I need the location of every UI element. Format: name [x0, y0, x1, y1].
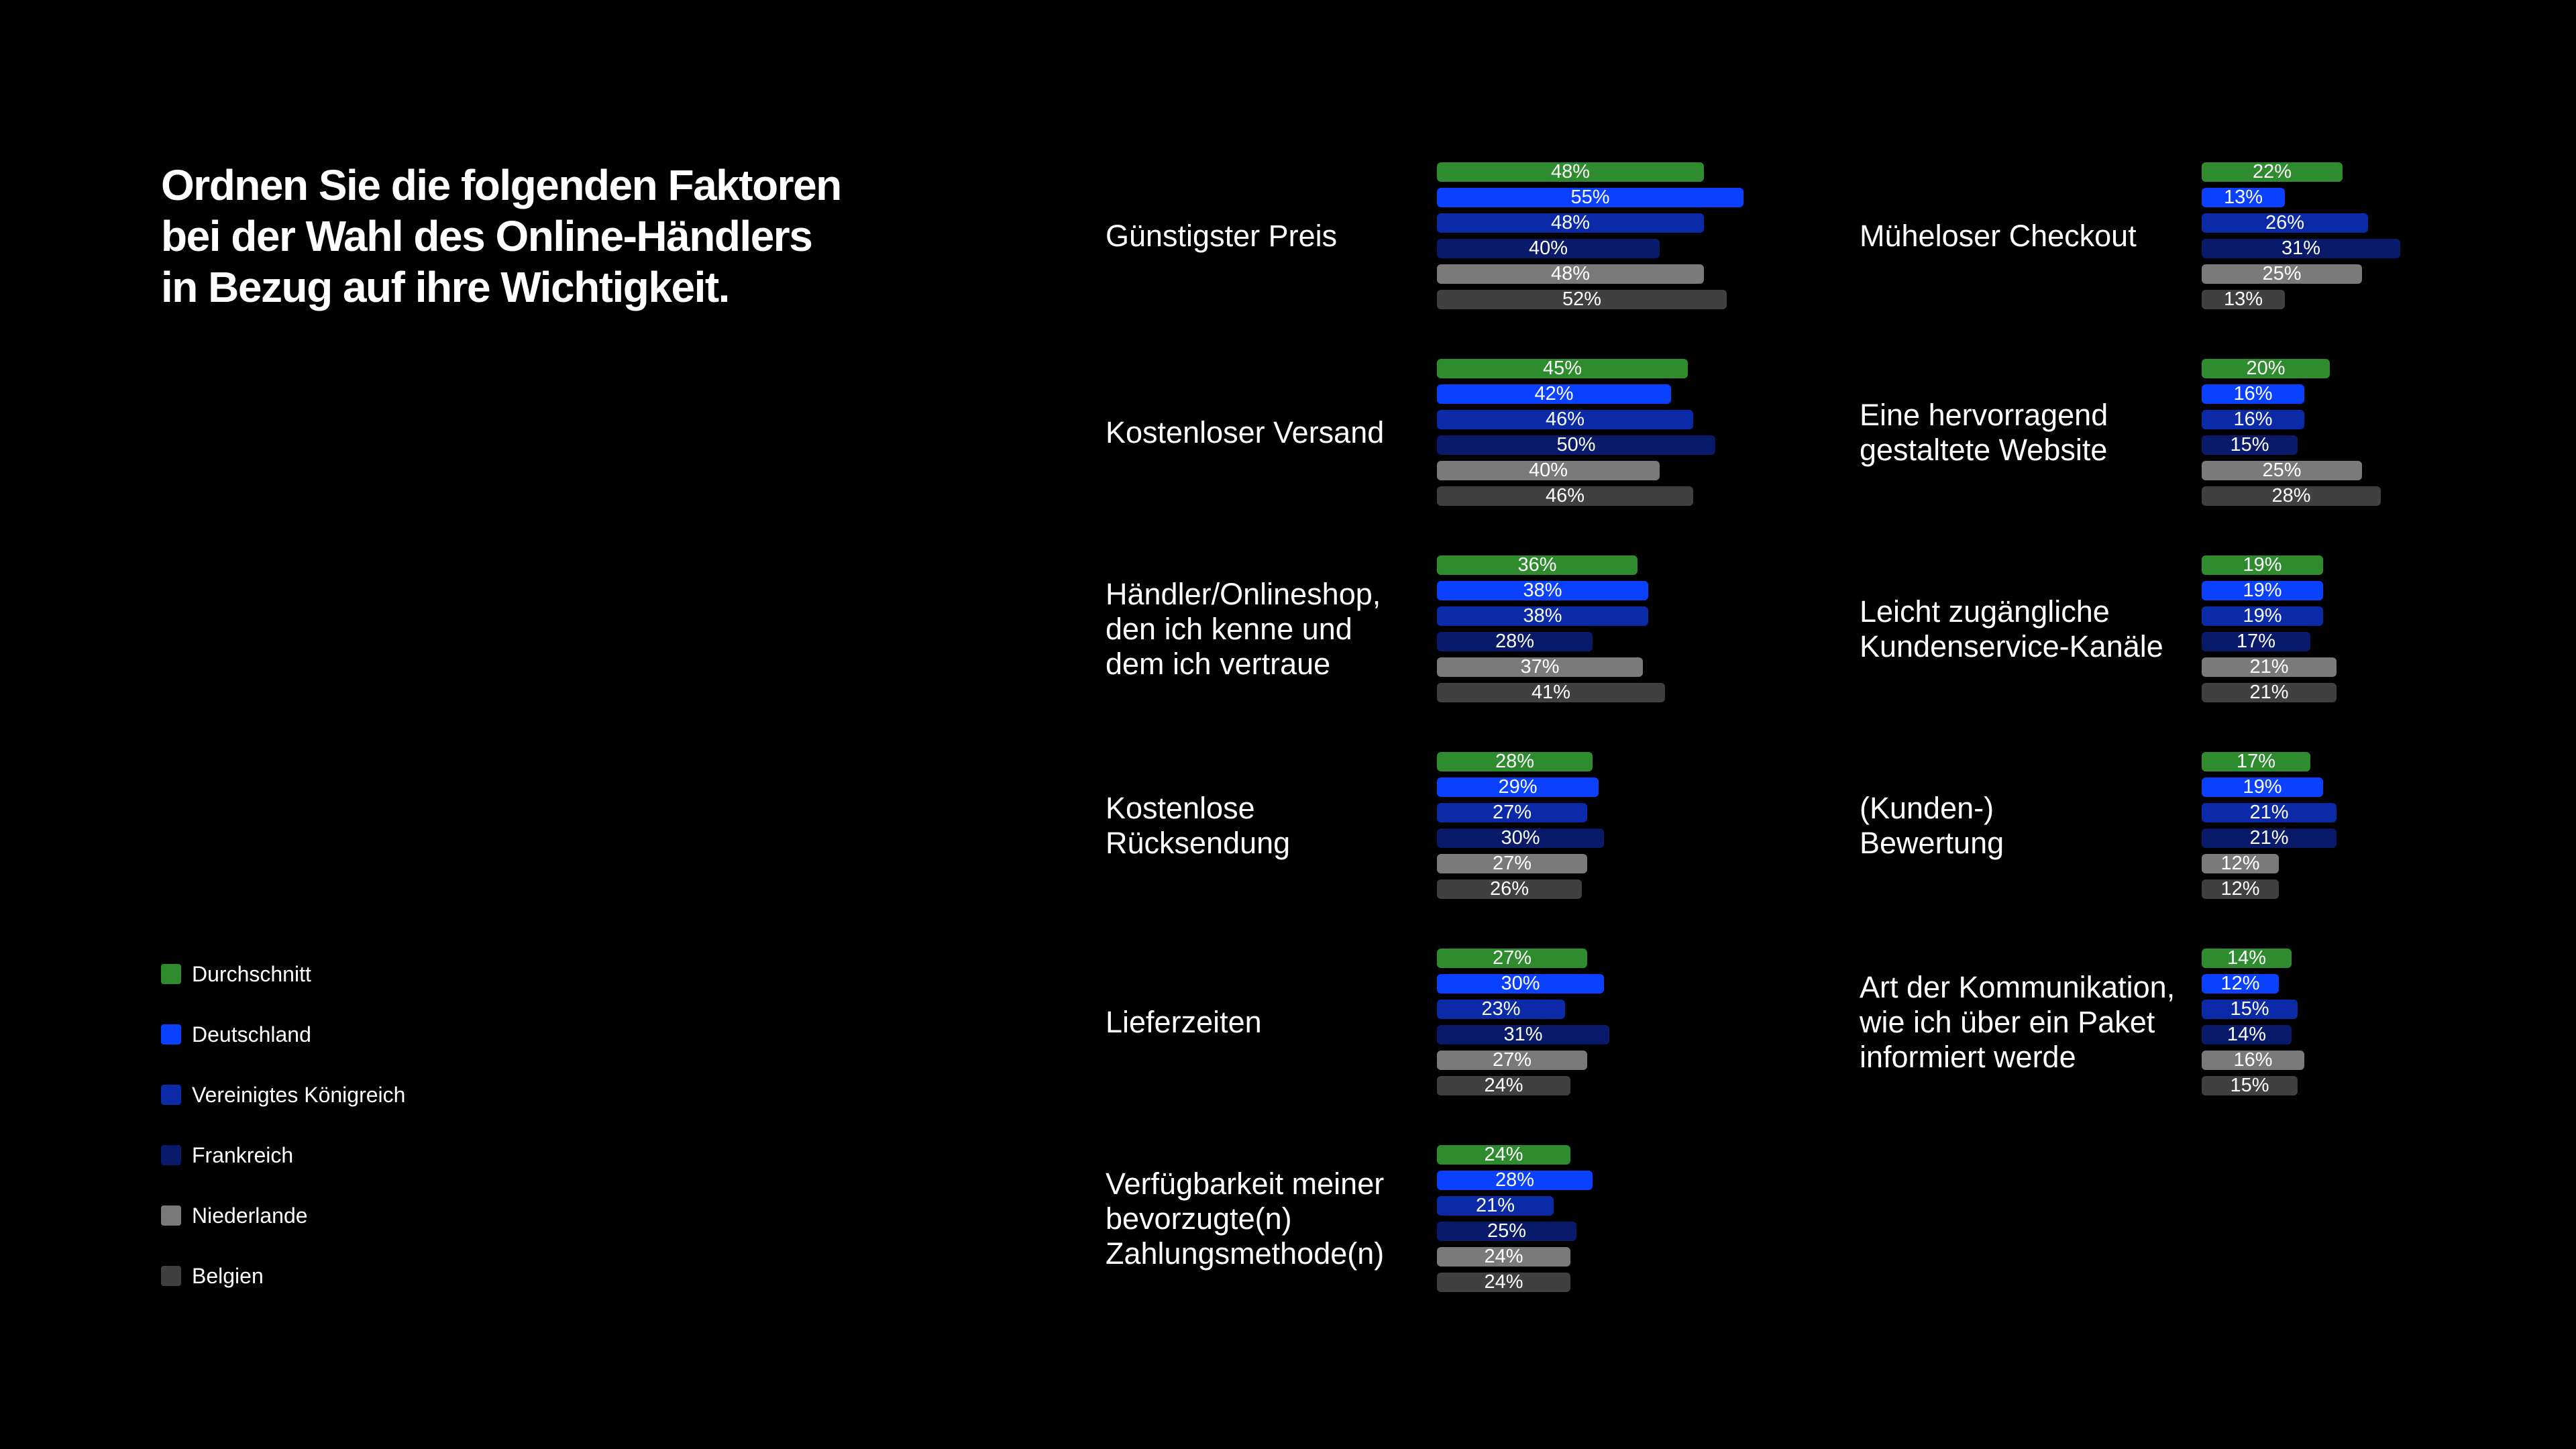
bar-value-label: 24%: [1484, 1271, 1523, 1293]
bar-value-label: 12%: [2220, 853, 2260, 874]
bar-value-label: 20%: [2246, 358, 2286, 379]
factor-label: Händler/Onlineshop, den ich kenne und dem ich vertraue: [1106, 576, 1381, 681]
bar-value-label: 26%: [1489, 878, 1529, 900]
bar-value-label: 23%: [1481, 998, 1521, 1020]
bar-value-label: 15%: [2230, 998, 2269, 1020]
bar-value-label: 27%: [1492, 853, 1532, 874]
legend-label: Belgien: [192, 1263, 264, 1288]
bar-value-label: 52%: [1562, 288, 1602, 310]
bar-value-label: 45%: [1542, 358, 1582, 379]
legend-item: [161, 1261, 264, 1291]
legend-swatch: [161, 964, 181, 984]
bar-value-label: 14%: [2226, 1024, 2267, 1045]
bar-value-label: 21%: [2249, 802, 2289, 823]
bar-value-label: 17%: [2236, 751, 2276, 772]
bar-value-label: 31%: [1503, 1024, 1543, 1045]
bar-value-label: 24%: [1484, 1246, 1523, 1267]
factor-label: Günstigster Preis: [1106, 218, 1338, 253]
factor-label: Müheloser Checkout: [1860, 218, 2137, 253]
bar-value-label: 30%: [1501, 827, 1540, 849]
bar-value-label: 29%: [1498, 776, 1538, 798]
bar-value-label: 40%: [1528, 237, 1568, 259]
legend-item: [161, 1080, 405, 1110]
bar-value-label: 17%: [2236, 631, 2276, 652]
bar-value-label: 36%: [1517, 554, 1557, 576]
bar-value-label: 21%: [2249, 827, 2289, 849]
legend-label: Deutschland: [192, 1022, 311, 1046]
legend-item: [161, 959, 311, 989]
legend-label: Niederlande: [192, 1203, 308, 1228]
bar-value-label: 24%: [1484, 1075, 1523, 1096]
bar-value-label: 16%: [2233, 409, 2273, 430]
legend-label: Durchschnitt: [192, 961, 311, 986]
chart-title: Ordnen Sie die folgenden Faktoren bei der Wahl des Online-Händlers in Bezug auf ihre Wichtigkeit.: [161, 161, 841, 311]
bar-value-label: 24%: [1484, 1144, 1523, 1165]
bar-value-label: 28%: [1495, 751, 1535, 772]
bar-value-label: 50%: [1556, 434, 1596, 455]
factor-label: Kostenlose Rücksendung: [1106, 790, 1291, 860]
bar-value-label: 19%: [2243, 605, 2282, 627]
bar-value-label: 38%: [1523, 605, 1562, 627]
factor-label: (Kunden-) Bewertung: [1860, 790, 2004, 860]
bar-value-label: 28%: [1495, 631, 1535, 652]
bar-value-label: 42%: [1534, 383, 1574, 405]
bar-value-label: 41%: [1531, 682, 1571, 703]
bar-value-label: 13%: [2223, 288, 2263, 310]
bar-value-label: 25%: [2262, 460, 2302, 481]
legend-item: [161, 1201, 308, 1230]
legend-item: [161, 1140, 293, 1170]
factor-label: Kostenloser Versand: [1106, 415, 1385, 449]
factor-label: Leicht zugängliche Kundenservice-Kanäle: [1860, 594, 2163, 663]
bar-value-label: 28%: [1495, 1169, 1535, 1191]
bar-value-label: 16%: [2233, 1049, 2273, 1071]
bar-value-label: 15%: [2230, 434, 2269, 455]
bar-value-label: 21%: [1475, 1195, 1515, 1216]
legend-swatch: [161, 1266, 181, 1286]
legend-swatch: [161, 1205, 181, 1226]
bar-value-label: 31%: [2281, 237, 2321, 259]
bar-value-label: 14%: [2226, 947, 2267, 969]
factor-label: Verfügbarkeit meiner bevorzugte(n) Zahlungsmethode(n): [1106, 1166, 1385, 1271]
bar-value-label: 48%: [1550, 212, 1591, 233]
bar-value-label: 28%: [2271, 485, 2311, 506]
legend-swatch: [161, 1145, 181, 1165]
bar-value-label: 38%: [1523, 580, 1562, 601]
bar-value-label: 25%: [1487, 1220, 1527, 1242]
bar-value-label: 25%: [2262, 263, 2302, 284]
legend-swatch: [161, 1085, 181, 1105]
bar-value-label: 46%: [1545, 485, 1585, 506]
bar-value-label: 48%: [1550, 161, 1591, 182]
bar-value-label: 19%: [2243, 776, 2282, 798]
legend-swatch: [161, 1024, 181, 1044]
bar-value-label: 27%: [1492, 802, 1532, 823]
bar-value-label: 27%: [1492, 947, 1532, 969]
bar-value-label: 16%: [2233, 383, 2273, 405]
bar-value-label: 30%: [1501, 973, 1540, 994]
legend-item: [161, 1020, 311, 1049]
bar-value-label: 22%: [2252, 161, 2292, 182]
bar-value-label: 12%: [2220, 878, 2260, 900]
bar-value-label: 26%: [2265, 212, 2305, 233]
bar-value-label: 21%: [2249, 656, 2289, 678]
factor-label: Eine hervorragend gestaltete Website: [1860, 397, 2108, 467]
bar-value-label: 40%: [1528, 460, 1568, 481]
bar-value-label: 37%: [1520, 656, 1560, 678]
bar-value-label: 46%: [1545, 409, 1585, 430]
bar-value-label: 19%: [2243, 554, 2282, 576]
bar-value-label: 27%: [1492, 1049, 1532, 1071]
bar-value-label: 13%: [2223, 186, 2263, 208]
bar-value-label: 55%: [1570, 186, 1610, 208]
factor-label: Lieferzeiten: [1106, 1004, 1262, 1039]
bar-value-label: 21%: [2249, 682, 2289, 703]
factor-label: Art der Kommunikation, wie ich über ein Paket informiert werde: [1860, 969, 2176, 1074]
bar-value-label: 48%: [1550, 263, 1591, 284]
bar-value-label: 15%: [2230, 1075, 2269, 1096]
bar-value-label: 12%: [2220, 973, 2260, 994]
legend-label: Vereinigtes Königreich: [192, 1082, 406, 1107]
bar-value-label: 19%: [2243, 580, 2282, 601]
legend-label: Frankreich: [192, 1142, 294, 1167]
